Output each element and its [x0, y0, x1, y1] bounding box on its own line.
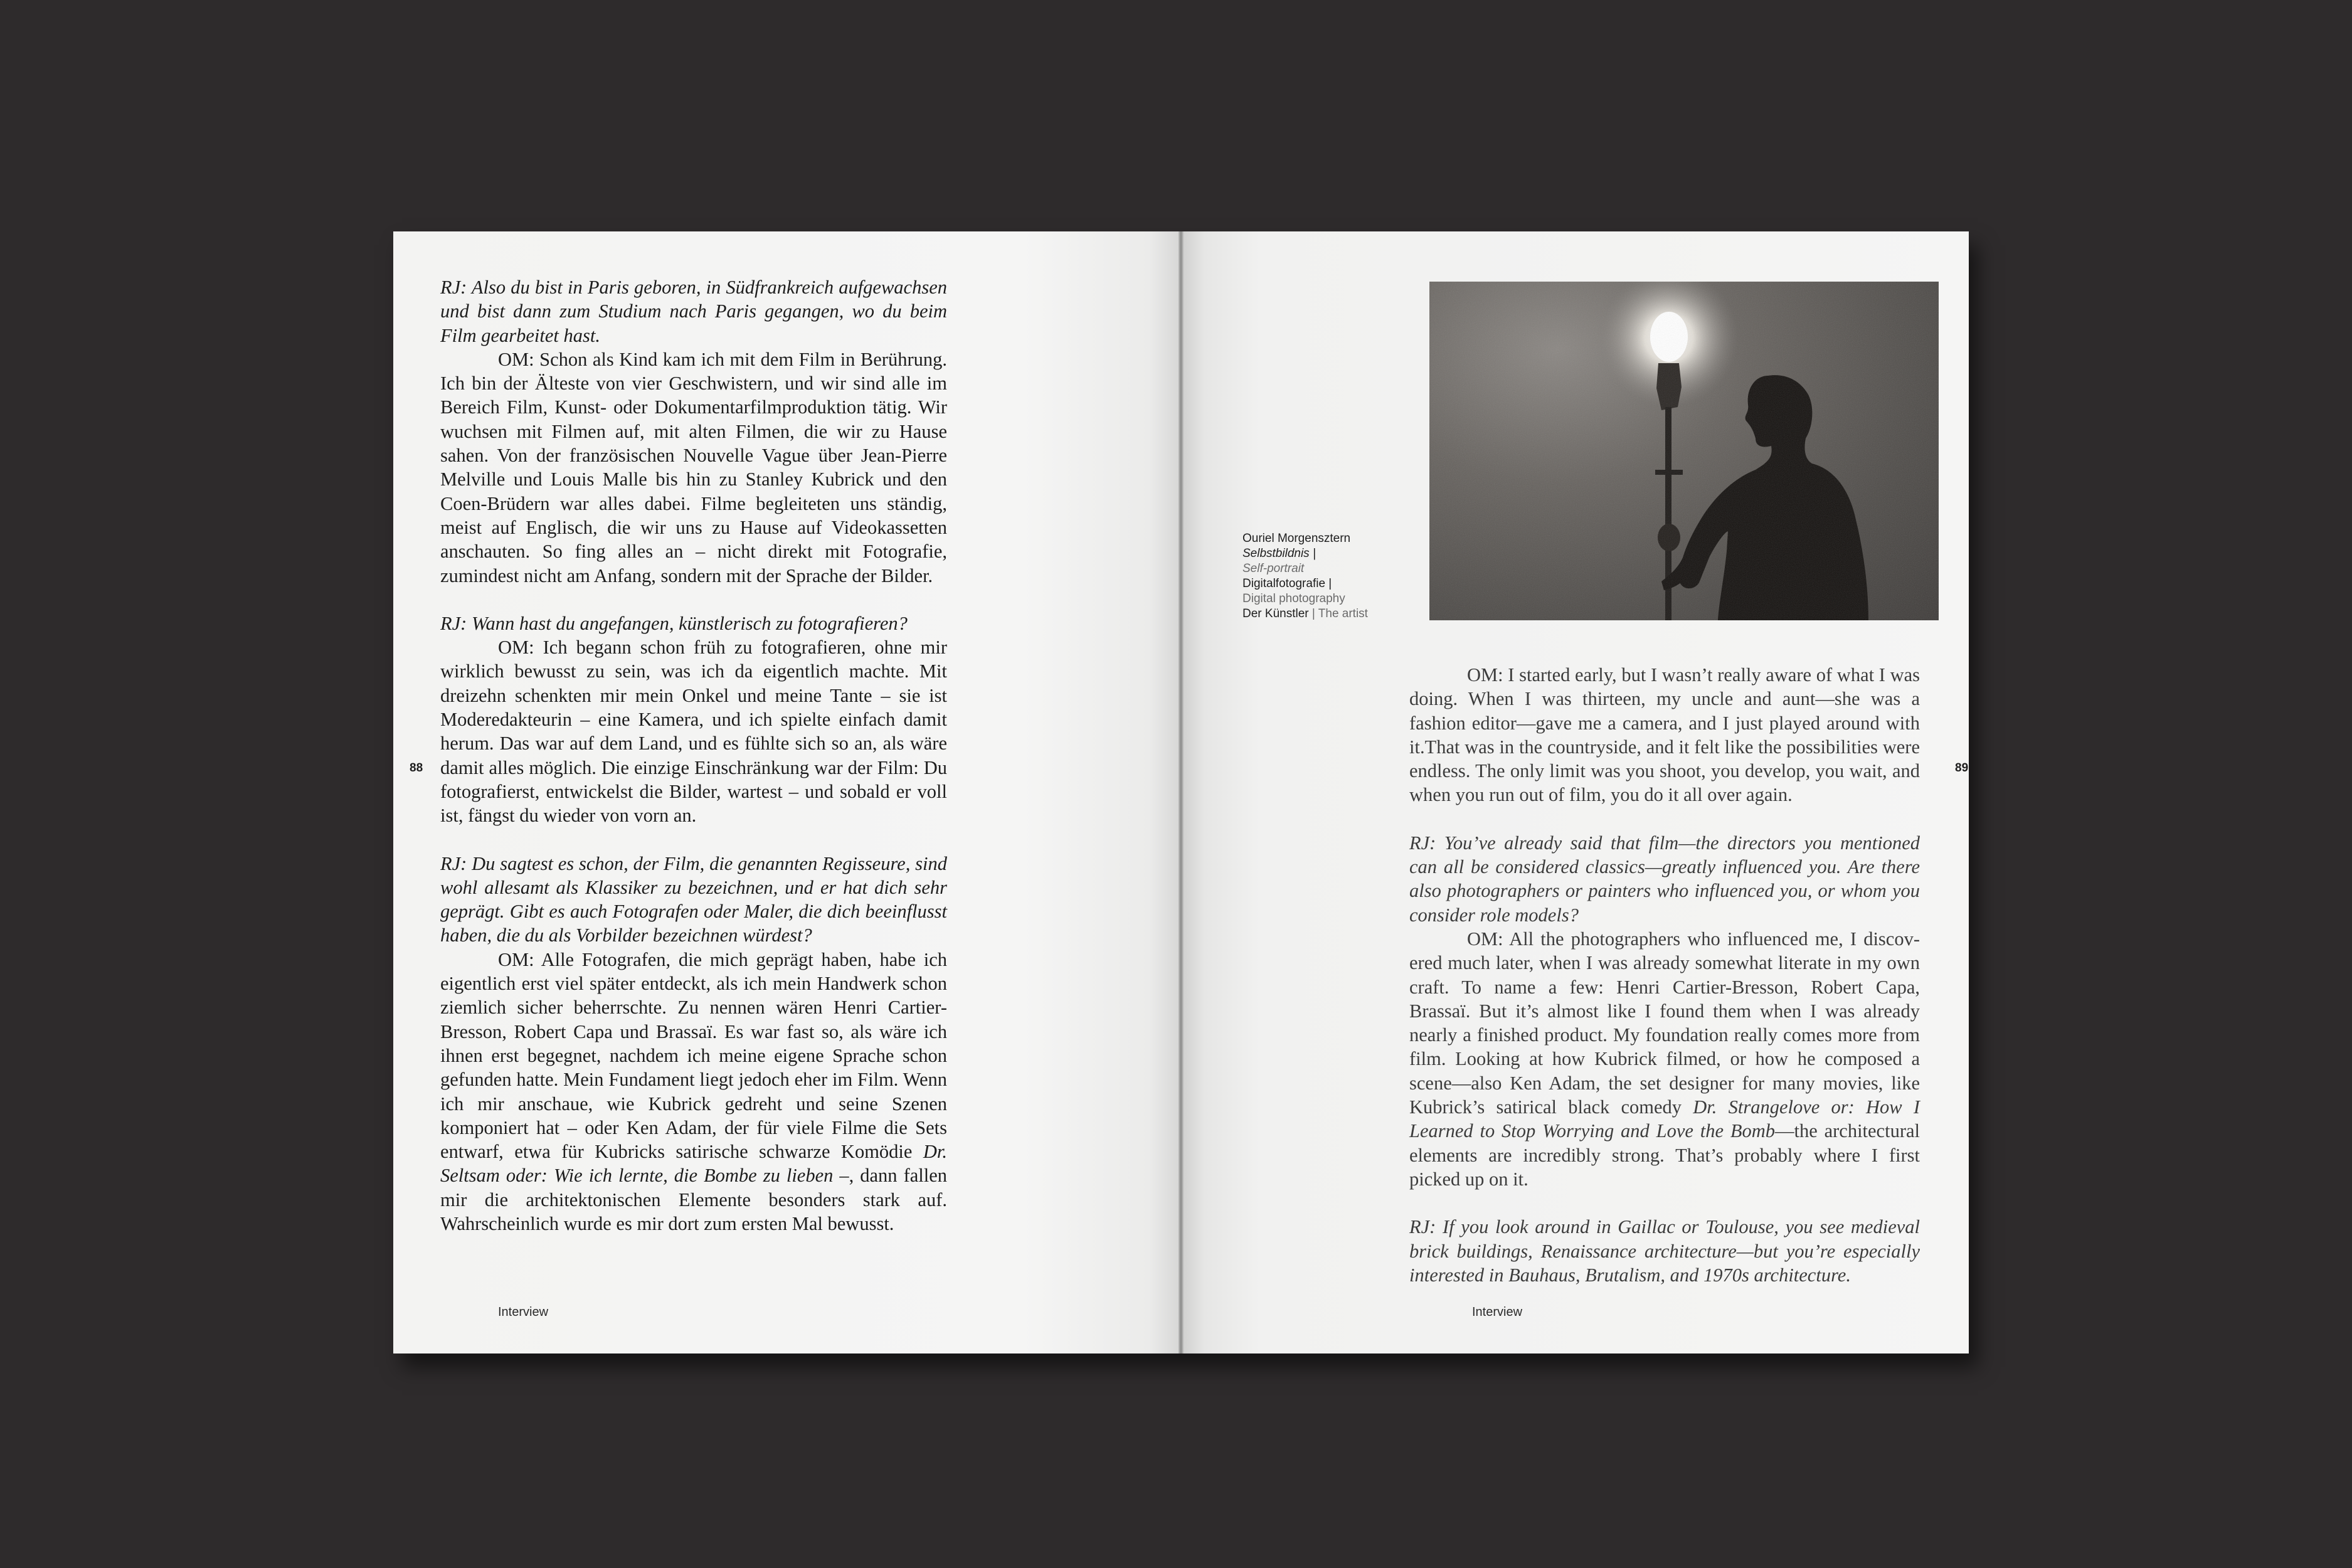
question-paragraph: RJ: Du sagtest es schon, der Film, die genannten Regisseure, sind wohl allesamt als Klassiker zu bezeichnen, und er hat dich sehr geprägt. Gibt es auch Fotografen oder Maler, die dich beeinflusst haben, die du als Vorbilder bezeichnen würdest?	[440, 852, 947, 946]
question-paragraph: RJ: Wann hast du angefangen, künstlerisch zu fotografieren?	[440, 612, 908, 634]
left-text-column	[440, 275, 947, 1236]
magazine-spread	[393, 231, 1969, 1353]
caption-artist: Ouriel Morgensztern	[1242, 532, 1351, 545]
left-page	[393, 231, 1181, 1353]
answer-paragraph	[440, 948, 947, 1236]
caption-owner	[1242, 607, 1393, 622]
answer-paragraph: OM: Ich begann schon früh zu fotografieren, ohne mir wirklich bewusst zu sein, was ich da eigentlich machte. Mit dreizehn schenkten mir mein Onkel und meine Tante – sie ist Moderedakteurin – eine Kamera, und ich spielte einfach damit herum. Das war auf dem Land, und es fühlte sich so an, als wäre damit alles möglich. Die einzige Einschränkung war der Film: Du fotografierst, entwickelst die Bilder, wartest – und sobald er voll ist, fängst du wieder von vorn an.	[440, 637, 947, 827]
question-paragraph: RJ: You’ve already said that film—the directors you mentioned can all be considered classics—greatly influenced you. Are there also photographers or painters who influenced you, or whom you consider role models?	[1409, 832, 1920, 926]
film-title: Dr. Seltsam oder: Wie ich lernte, die Bombe zu lieben	[440, 1141, 947, 1187]
paragraph-text: —the architectural elements are incredibly strong. That’s probably where I first picked up on it.	[1409, 1120, 1920, 1190]
film-grain	[1429, 282, 1939, 620]
page-number-left: 88	[410, 761, 423, 775]
page-number-right: 89	[1955, 761, 1969, 775]
spine-gutter	[1179, 231, 1184, 1353]
paragraph-text: –, dann fallen mir die architektonischen Elemente besonders stark auf. Wahrscheinlich wurde es mir dort zum ersten Mal bewusst.	[440, 1165, 947, 1234]
paragraph-text: OM: All the photographers who influenced me, I discovered much later, when I was already somewhat literate in my own craft. To name a few: Henri Cartier-Bresson, Robert Capa, Brassaï. But it’s almost like I found them when I was already nearly a finished product. My foundation really comes more from film. Looking at how Kubrick filmed, or how he composed a scene—also Ken Adam, the set designer for many movies, like Kubrick’s satirical black comedy	[1409, 928, 1920, 1118]
question-paragraph: RJ: If you look around in Gaillac or Toulouse, you see medieval brick buildings, Renaissance architecture—but you’re especially interested in Bauhaus, Brutalism, and 1970s architecture.	[1409, 1216, 1920, 1286]
film-title: Dr. Strangelove or: How I Learned to Stop Worrying and Love the Bomb	[1409, 1096, 1920, 1142]
paragraph-text: OM: Alle Fotografen, die mich geprägt haben, habe ich eigentlich erst viel später entdeckt, als ich mein Handwerk schon ziemlich sicher beherrschte. Zu nennen wären Henri Cartier-Bresson, Robert Capa und Brassaï. Es war fast so, als wäre ich ihnen erst begegnet, nachdem ich meine eigene Sprache schon gefunden hatte. Mein Fundament liegt jedoch eher im Film. Wenn ich mir anschaue, wie Kubrick gedreht und seine Szenen komponiert hat – oder Ken Adam, der für viele Filme die Sets entwarf, etwa für Kubricks satirische schwarze Komödie	[440, 948, 947, 1163]
caption-title-en: Self-portrait	[1242, 562, 1305, 575]
answer-paragraph	[1409, 927, 1920, 1191]
photo-caption	[1242, 531, 1393, 622]
caption-medium-de: Digitalfotografie |	[1242, 577, 1332, 590]
caption-owner-en: The artist	[1318, 607, 1368, 620]
running-foot-left: Interview	[498, 1305, 549, 1319]
self-portrait-photo	[1429, 282, 1939, 620]
answer-paragraph: OM: Schon als Kind kam ich mit dem Film in Berührung. Ich bin der Älteste von vier Geschwistern, und wir sind alle im Bereich Film, Kunst- oder Dokumentarfilmproduktion tätig. Wir wuchsen mit Filmen auf, mit alten Filmen, die wir zu Hause sahen. Von der französischen Nouvelle Vague über Jean-Pierre Melville und Louis Malle bis hin zu Stanley Kubrick und den Coen-Brüdern war alles dabei. Filme begleiteten uns ständig, meist auf Englisch, die wir uns zu Hause auf Videokassetten anschauten. So fing alles an – nicht direkt mit Fotografie, zumindest nicht am Anfang, sondern mit der Sprache der Bilder.	[440, 348, 947, 586]
caption-owner-sep: |	[1308, 607, 1318, 620]
caption-medium-en: Digital photography	[1242, 592, 1345, 605]
question-paragraph: RJ: Also du bist in Paris geboren, in Südfrankreich aufgewachsen und bist dann zum Studium nach Paris gegangen, wo du beim Film gearbeitet hast.	[440, 277, 947, 346]
answer-paragraph: OM: I started early, but I wasn’t really aware of what I was doing. When I was thirteen, my uncle and aunt—she was a fashion editor—gave me a camera, and I just played around with it.That was in the countryside, and it felt like the possibilities were endless. The only limit was you shoot, you develop, you wait, and when you run out of film, you do it all over again.	[1409, 664, 1920, 806]
running-foot-right: Interview	[1472, 1305, 1523, 1319]
caption-owner-de: Der Künstler	[1242, 607, 1309, 620]
right-text-column	[1409, 663, 1920, 1287]
right-page	[1181, 231, 1969, 1353]
caption-title-de: Selbstbildnis |	[1242, 547, 1316, 560]
self-portrait-image	[1429, 282, 1939, 620]
